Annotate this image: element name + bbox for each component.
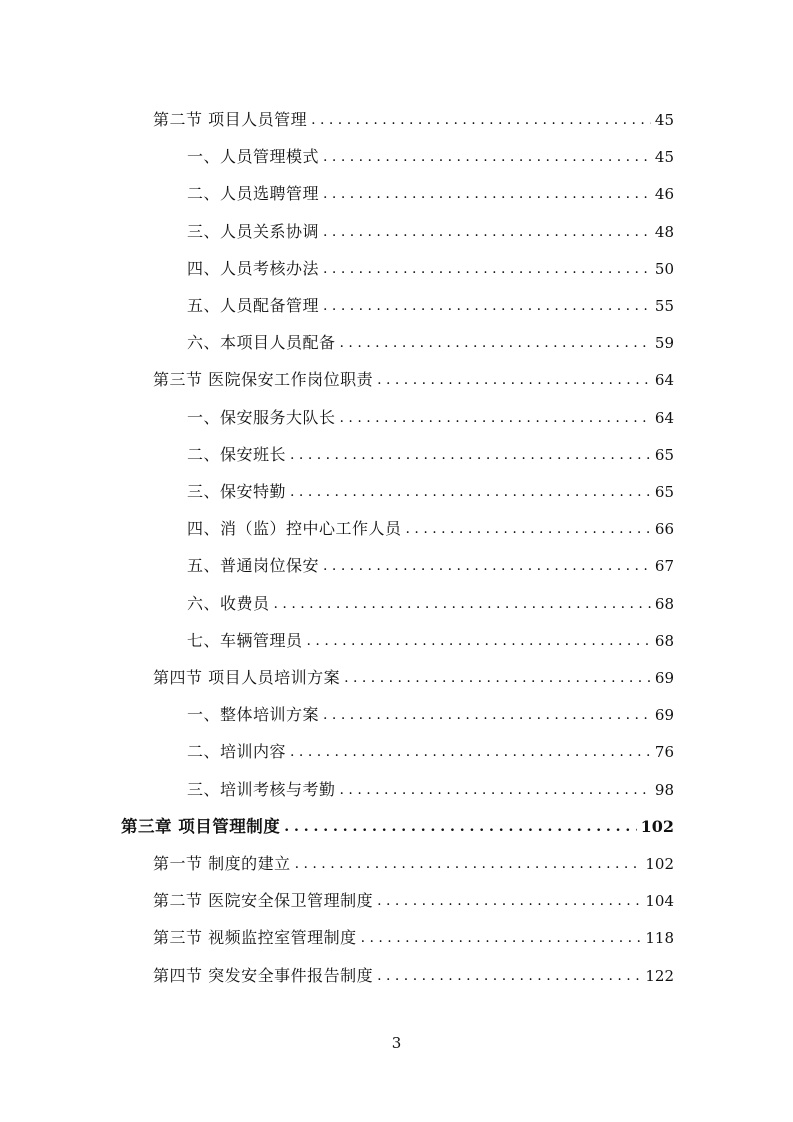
- toc-entry-page: 68: [654, 631, 674, 650]
- toc-entry[interactable]: [121, 814, 674, 840]
- toc-entry-page: 66: [654, 520, 674, 539]
- toc-entry-page: 69: [654, 669, 674, 687]
- toc-dot-leader: [323, 553, 651, 579]
- page-number: 3: [391, 1034, 402, 1052]
- toc-entry[interactable]: [153, 367, 674, 393]
- toc-entry-title: 第三节 视频监控室管理制度: [153, 928, 357, 948]
- toc-entry-page: 50: [654, 259, 674, 278]
- toc-entry[interactable]: [153, 851, 674, 877]
- toc-entry-title: 四、人员考核办法: [187, 258, 320, 278]
- toc-dot-leader: [340, 405, 651, 431]
- toc-dot-leader: [323, 144, 651, 170]
- toc-entry-title: 五、普通岗位保安: [187, 556, 320, 576]
- toc-entry[interactable]: [187, 293, 674, 319]
- toc-dot-leader: [323, 702, 651, 728]
- toc-entry-title: 第二节 项目人员管理: [153, 110, 308, 129]
- toc-entry-page: 102: [640, 816, 674, 836]
- toc-entry-title: 六、收费员: [187, 593, 270, 613]
- toc-dot-leader: [311, 107, 651, 133]
- toc-entry-page: 98: [654, 780, 674, 799]
- toc-entry-title: 二、人员选聘管理: [187, 184, 320, 204]
- toc-entry-page: 118: [645, 929, 674, 948]
- toc-entry-page: 64: [654, 408, 674, 427]
- toc-dot-leader: [284, 814, 636, 840]
- toc-entry-page: 102: [645, 855, 674, 873]
- toc-entry[interactable]: [187, 144, 674, 170]
- toc-dot-leader: [323, 256, 651, 282]
- toc-entry[interactable]: [187, 628, 674, 654]
- toc-dot-leader: [323, 181, 651, 207]
- toc-entry[interactable]: [153, 107, 674, 133]
- toc-entry-title: 第一节 制度的建立: [153, 854, 291, 873]
- toc-entry[interactable]: [187, 702, 674, 728]
- toc-entry-title: 五、人员配备管理: [187, 296, 320, 315]
- toc-entry-title: 第四节 项目人员培训方案: [153, 668, 341, 687]
- toc-dot-leader: [377, 963, 641, 989]
- toc-dot-leader: [274, 591, 651, 617]
- toc-dot-leader: [290, 479, 651, 505]
- toc-entry[interactable]: [187, 181, 674, 207]
- toc-entry-title: 一、保安服务大队长: [187, 407, 336, 427]
- toc-entry-page: 46: [654, 185, 674, 204]
- toc-entry[interactable]: [187, 219, 674, 245]
- toc-dot-leader: [323, 293, 651, 319]
- toc-entry-page: 65: [654, 483, 674, 501]
- toc-entry-page: 65: [654, 445, 674, 464]
- toc-entry-page: 45: [654, 148, 674, 167]
- toc-entry-title: 第四节 突发安全事件报告制度: [153, 965, 374, 985]
- toc-dot-leader: [290, 442, 651, 468]
- toc-entry-title: 第三章 项目管理制度: [121, 816, 281, 836]
- toc-entry-title: 第三节 医院保安工作岗位职责: [153, 370, 374, 390]
- toc-entry[interactable]: [187, 256, 674, 282]
- toc-entry-title: 三、培训考核与考勤: [187, 779, 336, 799]
- toc-entry-title: 三、保安特勤: [187, 482, 287, 501]
- toc-dot-leader: [323, 219, 651, 245]
- toc-entry-title: 一、人员管理模式: [187, 147, 320, 167]
- toc-entry[interactable]: [187, 442, 674, 468]
- toc-entry[interactable]: [187, 777, 674, 803]
- toc-dot-leader: [340, 777, 651, 803]
- toc-entry[interactable]: [187, 739, 674, 765]
- toc-dot-leader: [340, 330, 651, 356]
- toc-entry-title: 二、培训内容: [187, 742, 287, 762]
- toc-entry-title: 七、车辆管理员: [187, 630, 303, 650]
- toc-dot-leader: [307, 628, 651, 654]
- toc-entry-title: 四、消（监）控中心工作人员: [187, 519, 402, 539]
- toc-entry-title: 三、人员关系协调: [187, 221, 320, 241]
- toc-entry[interactable]: [187, 479, 674, 505]
- toc-entry-page: 69: [654, 706, 674, 725]
- toc-dot-leader: [377, 888, 641, 914]
- toc-entry[interactable]: [153, 963, 674, 989]
- toc-dot-leader: [361, 925, 642, 951]
- toc-entry-page: 64: [654, 371, 674, 390]
- toc-entry-title: 一、整体培训方案: [187, 705, 320, 725]
- toc-entry[interactable]: [153, 888, 674, 914]
- toc-entry[interactable]: [187, 405, 674, 431]
- toc-entry[interactable]: [187, 591, 674, 617]
- toc-entry-page: 55: [654, 297, 674, 315]
- toc-entry-page: 48: [654, 222, 674, 241]
- toc-dot-leader: [406, 516, 651, 542]
- toc-dot-leader: [377, 367, 651, 393]
- toc-dot-leader: [295, 851, 642, 877]
- toc-entry[interactable]: [187, 516, 674, 542]
- toc-entry[interactable]: [187, 330, 674, 356]
- toc-entry-page: 68: [654, 594, 674, 613]
- toc-entry-title: 六、本项目人员配备: [187, 333, 336, 353]
- toc-entry-page: 122: [645, 966, 674, 985]
- toc-entry[interactable]: [153, 665, 674, 691]
- toc-entry-page: 76: [654, 743, 674, 762]
- toc-entry-page: 104: [645, 892, 674, 911]
- toc-entry-page: 59: [654, 334, 674, 353]
- toc-entry[interactable]: [187, 553, 674, 579]
- toc-entry-page: 45: [654, 111, 674, 129]
- toc-dot-leader: [290, 739, 651, 765]
- toc-dot-leader: [344, 665, 651, 691]
- toc-entry-page: 67: [654, 557, 674, 576]
- toc-entry-title: 二、保安班长: [187, 444, 287, 464]
- toc-entry-title: 第二节 医院安全保卫管理制度: [153, 891, 374, 911]
- toc-entry[interactable]: [153, 925, 674, 951]
